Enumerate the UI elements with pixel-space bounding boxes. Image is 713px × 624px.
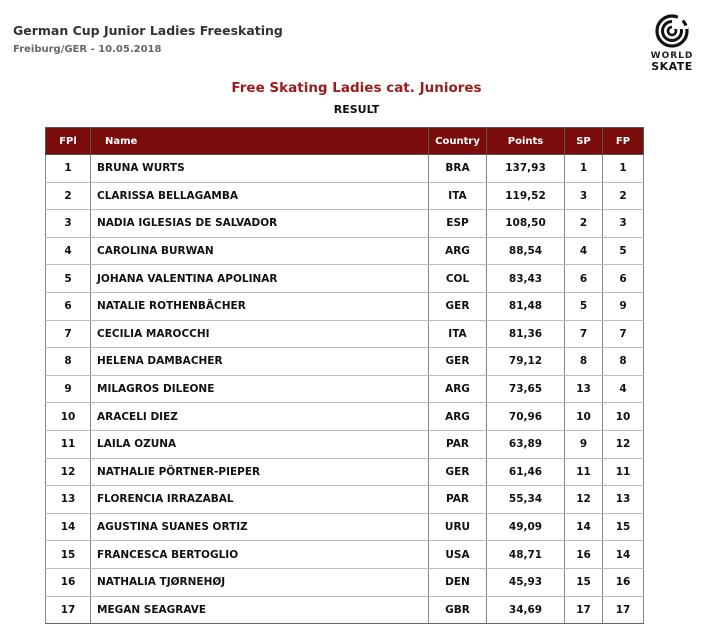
table-row: [46, 237, 644, 265]
fpl-cell: 10: [46, 403, 91, 431]
sp-cell: 1: [565, 155, 603, 183]
fpl-cell: 16: [46, 568, 91, 596]
document-header-subtitle: Freiburg/GER - 10.05.2018: [13, 44, 162, 55]
table-row: [46, 458, 644, 486]
column-header-sp: SP: [565, 128, 603, 155]
results-table: [45, 127, 644, 624]
country-cell: URU: [429, 513, 487, 541]
name-cell: CLARISSA BELLAGAMBA: [91, 182, 429, 210]
fpl-cell: 7: [46, 320, 91, 348]
table-row: [46, 265, 644, 293]
country-cell: GER: [429, 458, 487, 486]
fpl-cell: 5: [46, 265, 91, 293]
table-row: [46, 182, 644, 210]
country-cell: COL: [429, 265, 487, 293]
world-skate-logo: [640, 14, 704, 72]
fpl-cell: 12: [46, 458, 91, 486]
country-cell: ESP: [429, 210, 487, 238]
points-cell: 108,50: [487, 210, 565, 238]
country-cell: USA: [429, 541, 487, 569]
fpl-cell: 6: [46, 292, 91, 320]
name-cell: MEGAN SEAGRAVE: [91, 596, 429, 624]
name-cell: CAROLINA BURWAN: [91, 237, 429, 265]
sp-cell: 2: [565, 210, 603, 238]
result-label: RESULT: [333, 103, 380, 116]
name-cell: AGUSTINA SUANES ORTIZ: [91, 513, 429, 541]
fp-cell: 3: [603, 210, 644, 238]
fpl-cell: 11: [46, 430, 91, 458]
points-cell: 81,36: [487, 320, 565, 348]
name-cell: FLORENCIA IRRAZABAL: [91, 486, 429, 514]
table-row: [46, 375, 644, 403]
logo-line-2: SKATE: [651, 60, 693, 73]
name-cell: FRANCESCA BERTOGLIO: [91, 541, 429, 569]
sp-cell: 8: [565, 348, 603, 376]
points-cell: 137,93: [487, 155, 565, 183]
fp-cell: 1: [603, 155, 644, 183]
fp-cell: 17: [603, 596, 644, 624]
event-title: Free Skating Ladies cat. Juniores: [231, 80, 482, 96]
fpl-cell: 13: [46, 486, 91, 514]
fp-cell: 15: [603, 513, 644, 541]
table-row: [46, 541, 644, 569]
fp-cell: 2: [603, 182, 644, 210]
country-cell: GBR: [429, 596, 487, 624]
points-cell: 73,65: [487, 375, 565, 403]
name-cell: JOHANA VALENTINA APOLINAR: [91, 265, 429, 293]
fpl-cell: 1: [46, 155, 91, 183]
fp-cell: 9: [603, 292, 644, 320]
fpl-cell: 9: [46, 375, 91, 403]
logo-line-1: WORLD: [650, 51, 694, 61]
document-header-title: German Cup Junior Ladies Freeskating: [13, 23, 283, 38]
fpl-cell: 4: [46, 237, 91, 265]
table-row: [46, 568, 644, 596]
world-skate-swirl-icon: [655, 14, 689, 48]
table-row: [46, 403, 644, 431]
fp-cell: 4: [603, 375, 644, 403]
name-cell: CECILIA MAROCCHI: [91, 320, 429, 348]
table-row: [46, 292, 644, 320]
points-cell: 88,54: [487, 237, 565, 265]
table-row: [46, 320, 644, 348]
fp-cell: 8: [603, 348, 644, 376]
sp-cell: 13: [565, 375, 603, 403]
column-header-points: Points: [487, 128, 565, 155]
sp-cell: 14: [565, 513, 603, 541]
fp-cell: 16: [603, 568, 644, 596]
country-cell: PAR: [429, 430, 487, 458]
points-cell: 45,93: [487, 568, 565, 596]
table-row: [46, 513, 644, 541]
name-cell: BRUNA WURTS: [91, 155, 429, 183]
sp-cell: 15: [565, 568, 603, 596]
country-cell: GER: [429, 292, 487, 320]
points-cell: 55,34: [487, 486, 565, 514]
sp-cell: 11: [565, 458, 603, 486]
points-cell: 70,96: [487, 403, 565, 431]
name-cell: NATHALIA TJØRNEHØJ: [91, 568, 429, 596]
table-row: [46, 486, 644, 514]
country-cell: ITA: [429, 320, 487, 348]
fp-cell: 13: [603, 486, 644, 514]
country-cell: ARG: [429, 403, 487, 431]
fp-cell: 12: [603, 430, 644, 458]
column-header-fp: FP: [603, 128, 644, 155]
column-header-name: Name: [91, 128, 429, 155]
table-row: [46, 155, 644, 183]
fpl-cell: 17: [46, 596, 91, 624]
points-cell: 63,89: [487, 430, 565, 458]
country-cell: DEN: [429, 568, 487, 596]
points-cell: 61,46: [487, 458, 565, 486]
table-row: [46, 210, 644, 238]
points-cell: 34,69: [487, 596, 565, 624]
fpl-cell: 2: [46, 182, 91, 210]
fpl-cell: 3: [46, 210, 91, 238]
country-cell: ARG: [429, 375, 487, 403]
table-header-row: [46, 128, 644, 155]
sp-cell: 7: [565, 320, 603, 348]
table-row: [46, 430, 644, 458]
sp-cell: 4: [565, 237, 603, 265]
points-cell: 49,09: [487, 513, 565, 541]
name-cell: ARACELI DIEZ: [91, 403, 429, 431]
country-cell: BRA: [429, 155, 487, 183]
country-cell: ARG: [429, 237, 487, 265]
country-cell: PAR: [429, 486, 487, 514]
name-cell: LAILA OZUNA: [91, 430, 429, 458]
points-cell: 83,43: [487, 265, 565, 293]
country-cell: GER: [429, 348, 487, 376]
sp-cell: 5: [565, 292, 603, 320]
points-cell: 81,48: [487, 292, 565, 320]
fp-cell: 11: [603, 458, 644, 486]
sp-cell: 9: [565, 430, 603, 458]
fpl-cell: 8: [46, 348, 91, 376]
country-cell: ITA: [429, 182, 487, 210]
fp-cell: 6: [603, 265, 644, 293]
column-header-fpl: FPl: [46, 128, 91, 155]
sp-cell: 17: [565, 596, 603, 624]
sp-cell: 3: [565, 182, 603, 210]
sp-cell: 16: [565, 541, 603, 569]
fpl-cell: 15: [46, 541, 91, 569]
fp-cell: 5: [603, 237, 644, 265]
fp-cell: 7: [603, 320, 644, 348]
sp-cell: 12: [565, 486, 603, 514]
points-cell: 79,12: [487, 348, 565, 376]
fp-cell: 10: [603, 403, 644, 431]
sp-cell: 10: [565, 403, 603, 431]
column-header-country: Country: [429, 128, 487, 155]
name-cell: MILAGROS DILEONE: [91, 375, 429, 403]
sp-cell: 6: [565, 265, 603, 293]
name-cell: NATHALIE PÖRTNER-PIEPER: [91, 458, 429, 486]
points-cell: 119,52: [487, 182, 565, 210]
name-cell: NATALIE ROTHENBÄCHER: [91, 292, 429, 320]
name-cell: NADIA IGLESIAS DE SALVADOR: [91, 210, 429, 238]
points-cell: 48,71: [487, 541, 565, 569]
name-cell: HELENA DAMBACHER: [91, 348, 429, 376]
table-row: [46, 348, 644, 376]
fp-cell: 14: [603, 541, 644, 569]
fpl-cell: 14: [46, 513, 91, 541]
table-row: [46, 596, 644, 624]
